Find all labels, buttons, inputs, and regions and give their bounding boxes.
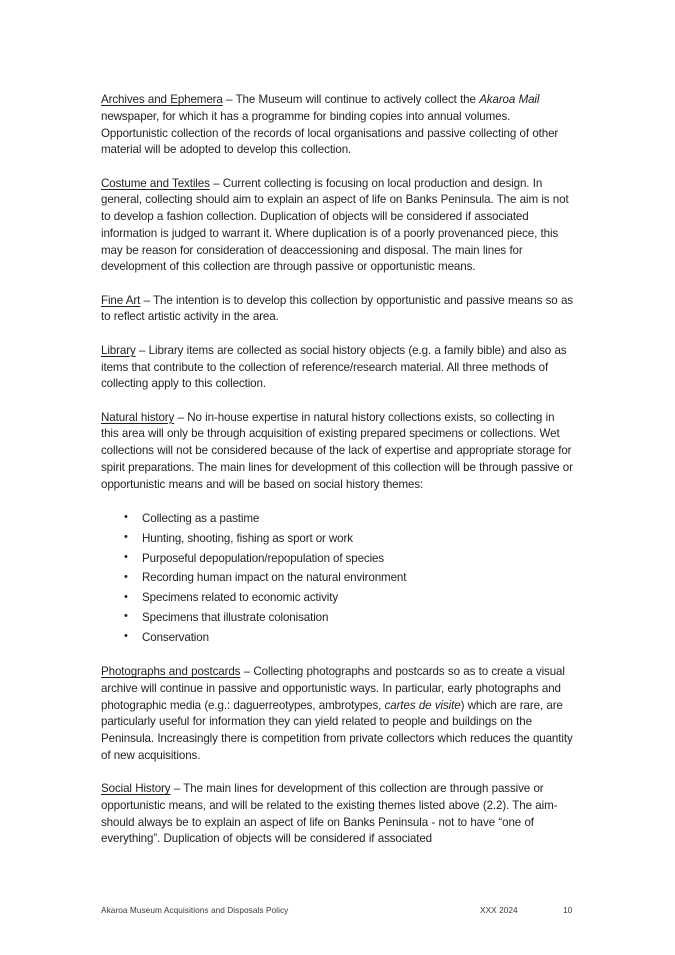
heading-dash: – <box>140 293 154 307</box>
page-footer <box>101 903 574 917</box>
social-history-themes-list <box>101 509 574 648</box>
italic-akaroa-mail: Akaroa Mail <box>479 93 540 106</box>
heading-dash: – <box>222 93 236 106</box>
list-item: • Specimens that illustrate colonisation <box>101 608 574 628</box>
paragraph-costume-and-textiles <box>101 176 574 277</box>
heading-dash: – <box>240 665 254 679</box>
paragraph-natural-history <box>101 410 574 494</box>
paragraph-library <box>101 343 574 393</box>
footer-page-number: 10 <box>563 905 573 915</box>
list-item: • Recording human impact on the natural environment <box>101 568 574 588</box>
paragraph-text: The intention is to develop this collection by opportunistic and passive means so as to reflect artistic activity in the area. <box>101 293 573 324</box>
list-item: • Collecting as a pastime <box>101 509 574 529</box>
paragraph-text: Current collecting is focusing on local production and design. In general, collecting should aim to explain an aspect of life on Banks Peninsula. The aim is not to develop a fashion collection. Duplication of objects will be considered if associated information is judged to warrant it. Where duplication is of a poorly provenanced piece, this may be reason for consideration of deaccessioning and disposal. The main lines for development of this collection are through passive or opportunistic means. <box>101 176 569 274</box>
section-heading-fine-art: Fine Art <box>101 293 141 307</box>
italic-cartes-de-visite: cartes de visite <box>384 698 461 712</box>
section-heading-archives-and-ephemera: Archives and Ephemera <box>101 93 223 106</box>
paragraph-social-history <box>101 781 574 848</box>
heading-dash: – <box>209 176 223 190</box>
document-body <box>101 92 574 848</box>
social-history-themes-list-wrapper <box>101 509 574 648</box>
section-heading-natural-history: Natural history <box>101 410 175 424</box>
list-item: • Specimens related to economic activity <box>101 588 574 608</box>
paragraph-archives-and-ephemera <box>101 92 574 159</box>
heading-dash: – <box>135 343 149 357</box>
list-item: • Purposeful depopulation/repopulation of species <box>101 549 574 569</box>
section-heading-costume-and-textiles: Costume and Textiles <box>101 176 210 190</box>
list-item: • Hunting, shooting, fishing as sport or work <box>101 529 574 549</box>
paragraph-text-continued: ) which are rare, are particularly useful for information they can yield related to people and buildings on the Peninsula. Increasingly there is competition from private collectors which reduces the quantity of new acquisitions. <box>101 698 573 762</box>
paragraph-text: The main lines for development of this collection are through passive or opportunistic means, and will be related to the existing themes listed above (2.2). The aim-should always be to explain an aspect of life on Banks Peninsula - not to have “one of everything”. Duplication of objects will be considered if associated <box>101 782 558 846</box>
paragraph-text: The Museum will continue to actively collect the <box>235 93 480 106</box>
paragraph-text: Collecting photographs and postcards so as to create a visual archive will continue in passive and opportunistic ways. In particular, early photographs and photographic media (e.g.: daguerreotypes, ambrotypes, <box>101 665 565 712</box>
heading-dash: – <box>174 410 188 424</box>
heading-dash: – <box>170 782 184 796</box>
section-heading-library: Library <box>101 343 136 357</box>
paragraph-photographs-and-postcards <box>101 664 574 765</box>
paragraph-text: No in-house expertise in natural history collections exists, so collecting in this area will only be through acquisition of existing prepared specimens or collections. Wet collections will not be considered because of the lack of expertise and appropriate storage for spirit preparations. The main lines for development of this collection will be through passive or opportunistic means and will be based on social history themes: <box>101 410 573 491</box>
paragraph-text: Library items are collected as social history objects (e.g. a family bible) and also as items that contribute to the collection of reference/research material. All three methods of collecting apply to this collection. <box>101 343 567 391</box>
list-item: • Conservation <box>101 628 574 648</box>
paragraph-fine-art <box>101 293 574 327</box>
section-heading-social-history: Social History <box>101 782 171 796</box>
footer-date: XXX 2024 <box>480 905 518 915</box>
footer-document-title: Akaroa Museum Acquisitions and Disposals Policy <box>101 905 289 915</box>
paragraph-text-continued: newspaper, for which it has a programme for binding copies into annual volumes. Opportunistic collection of the records of local organisations and passive collecting of other material will be adopted to develop this collection. <box>101 109 559 157</box>
section-heading-photographs-and-postcards: Photographs and postcards <box>101 665 241 679</box>
